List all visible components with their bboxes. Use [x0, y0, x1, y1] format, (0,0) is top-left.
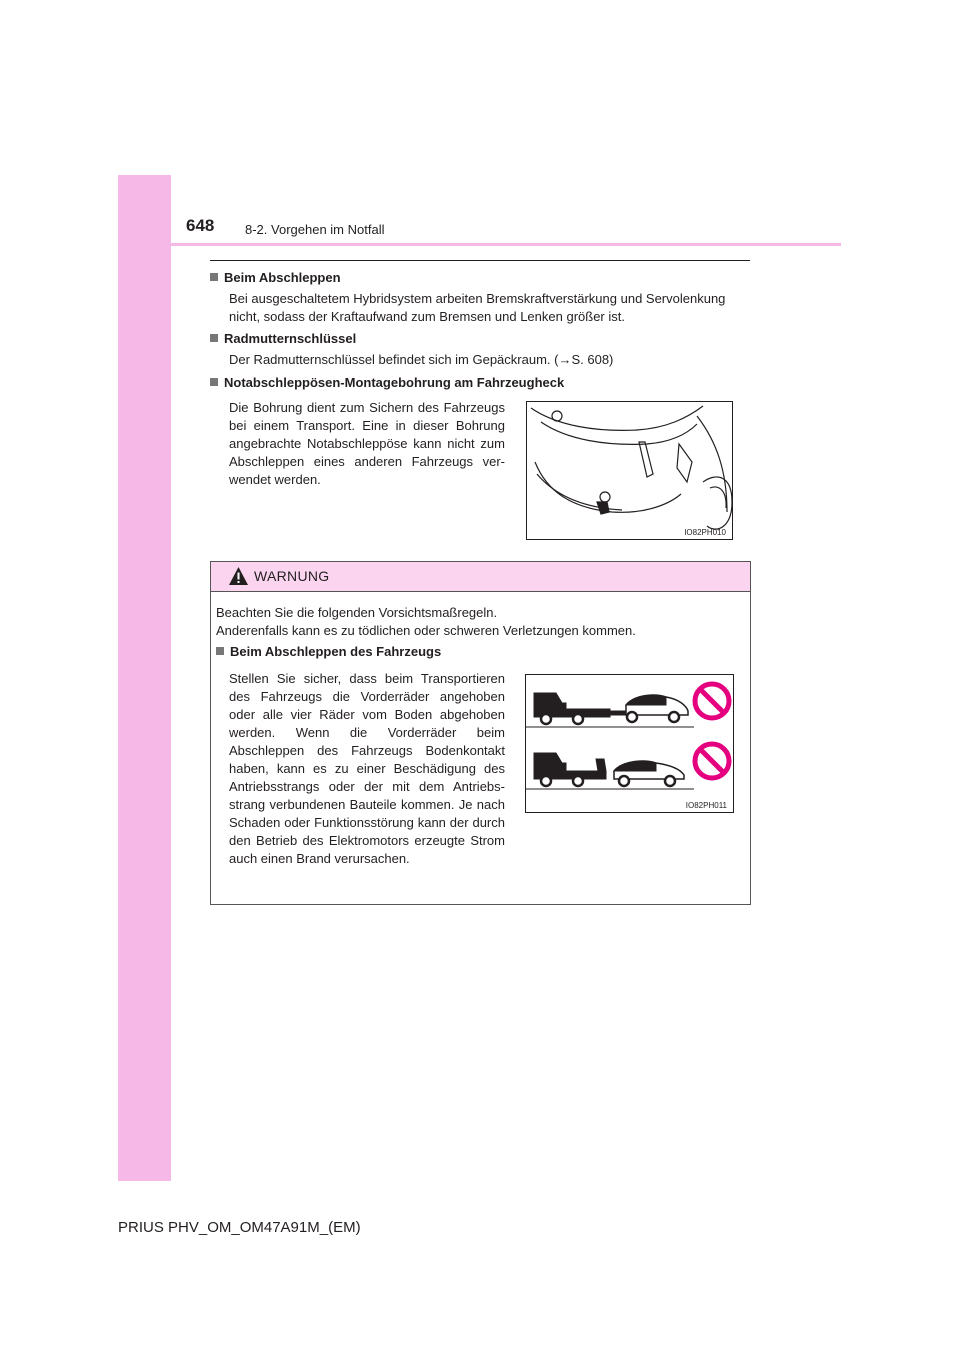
note-heading-tow-eye: Notabschleppösen-Montagebohrung am Fahrzeugheck [210, 375, 564, 390]
square-bullet-icon [210, 273, 218, 281]
rear-bumper-figure [526, 401, 733, 540]
warning-heading: Beim Abschleppen des Fahrzeugs [216, 644, 441, 659]
prohibition-icon-bottom [695, 744, 729, 778]
note-text-wrench: Der Radmutternschlüssel befindet sich im Gepäckraum. (→S. 608) [229, 352, 614, 367]
tow-truck-bottom [526, 753, 694, 789]
section-title: 8-2. Vorgehen im Notfall [245, 222, 385, 237]
towing-figure [525, 674, 734, 813]
towing-illustration [526, 675, 733, 812]
note-heading-towing: Beim Abschleppen [210, 270, 341, 285]
square-bullet-icon [216, 647, 224, 655]
warning-header [211, 562, 750, 592]
note-text-towing: Bei ausgeschaltetem Hybridsystem arbeiten Bremskraftverstärkung und Servolenkung nicht, sodass der Kraftaufwand zum Bremsen und Lenken größer ist. [229, 291, 726, 324]
footer-doc-code: PRIUS PHV_OM_OM47A91M_(EM) [118, 1219, 361, 1236]
page-number: 648 [186, 216, 215, 235]
square-bullet-icon [210, 378, 218, 386]
note-heading-wrench: Radmutternschlüssel [210, 331, 356, 346]
tow-truck-top [526, 693, 694, 727]
warning-intro: Beachten Sie die folgenden Vorsichtsmaßregeln. Anderenfalls kann es zu tödlichen oder schweren Verletzungen kommen. [216, 605, 636, 638]
rear-bumper-illustration [527, 402, 732, 539]
figure-code: IO82PH011 [685, 801, 727, 810]
warning-title: WARNUNG [254, 568, 330, 584]
figure-code: IO82PH010 [684, 528, 726, 537]
note-text-tow-eye: Die Bohrung dient zum Sichern des Fahrzeugs bei einem Transport. Eine in dieser Bohrung angebrachte Notabschleppöse kann nicht zum Abschleppen eines anderen Fahrzeugs verwendet werden. [229, 400, 505, 487]
square-bullet-icon [210, 334, 218, 342]
warning-triangle-icon [228, 566, 249, 586]
prohibition-icon-top [695, 684, 729, 718]
section-rule [210, 260, 750, 261]
side-band [118, 175, 171, 1181]
warning-text: Stellen Sie sicher, dass beim Transportieren des Fahrzeugs die Vorderräder angehoben oder alle vier Räder vom Boden abgehoben werden. Wenn die Vorderräder beim Abschleppen des Fahrzeugs Bodenkontakt haben, kann es zu einer Beschädigung des Antriebsstrangs oder der mit dem Antriebsstrang verbundenen Bauteile kommen. Je nach Schaden oder Funktionsstörung kann der durch den Betrieb des Elektromotors erzeugte Strom auch einen Brand verursachen. [229, 671, 505, 866]
header-line [118, 243, 841, 246]
warning-box [210, 561, 751, 905]
